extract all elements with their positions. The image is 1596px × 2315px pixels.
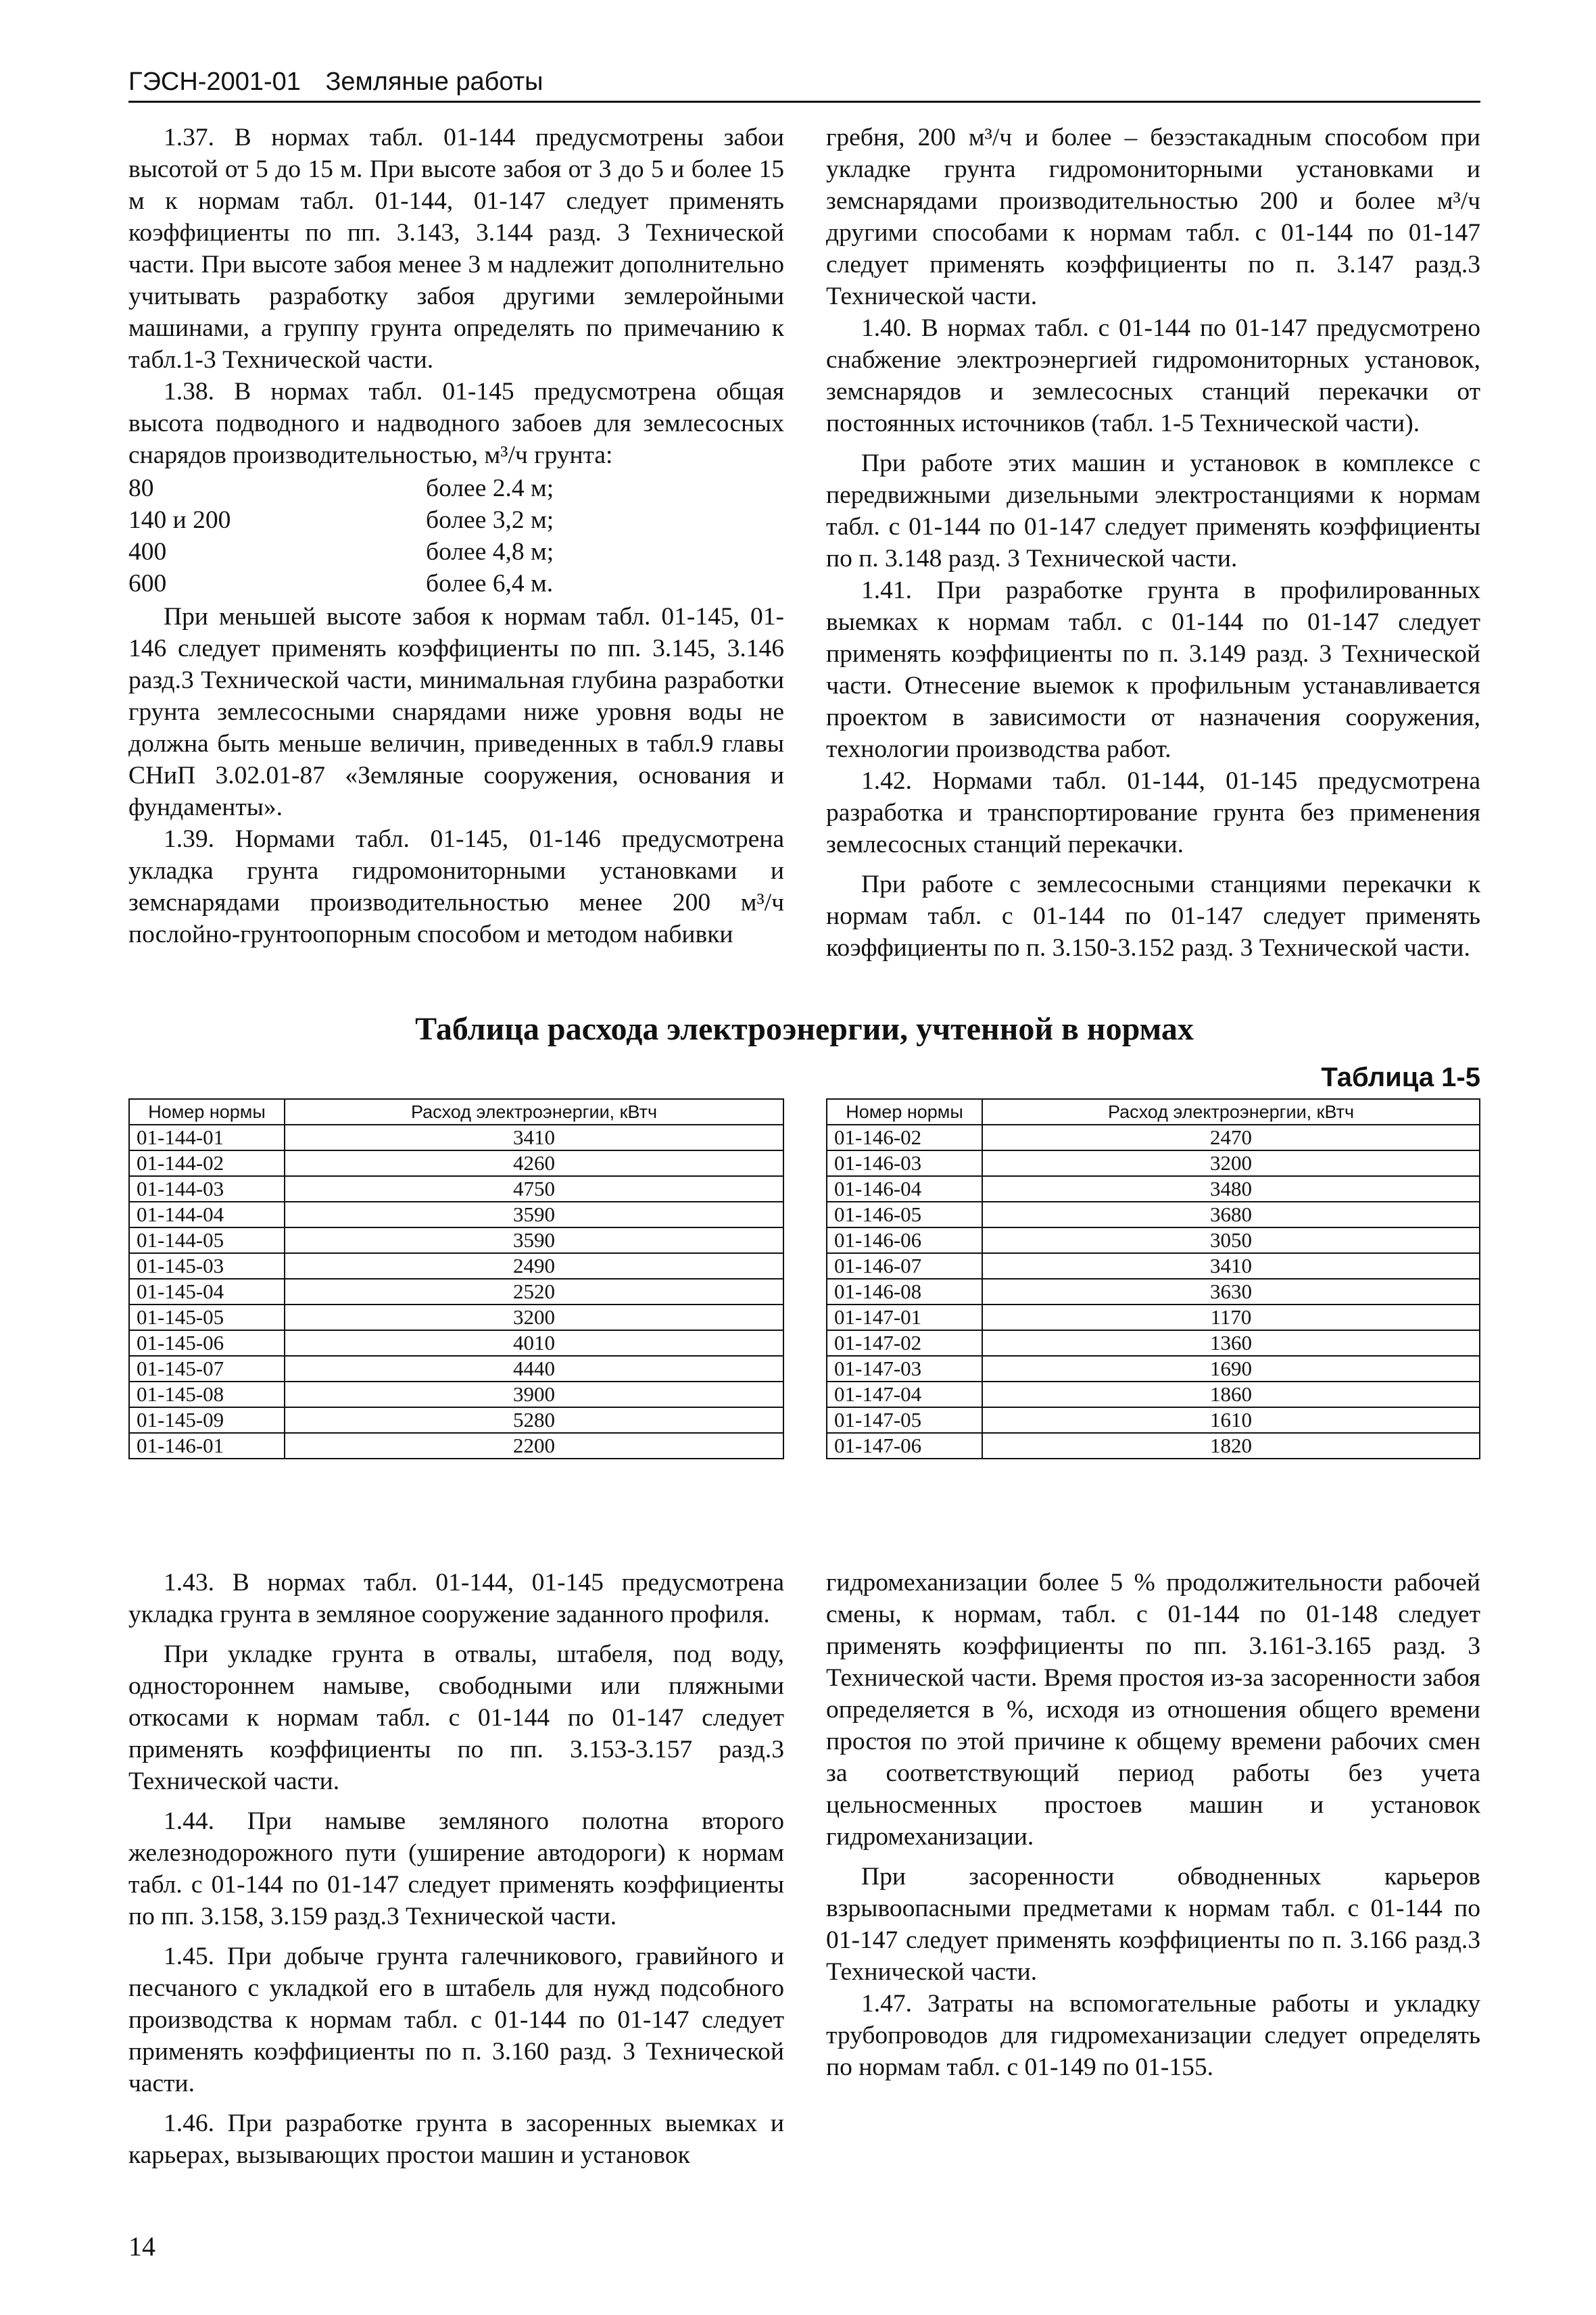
norm-number-cell: 01-145-09 bbox=[129, 1407, 285, 1433]
left-column-bottom bbox=[128, 1567, 784, 2171]
paragraph-1-43-continued: При укладке грунта в отвалы, штабеля, под воду, одностороннем намыве, свободными или пляжными откосами к нормам табл. с 01-144 по 01-147 следует применять коэффициенты по пп. 3.153-3.157 разд.3 Технической части. bbox=[128, 1640, 784, 1795]
table-row bbox=[129, 1382, 783, 1407]
energy-value-cell: 2200 bbox=[285, 1433, 783, 1459]
norm-number-cell: 01-146-04 bbox=[827, 1176, 982, 1202]
column-header-energy: Расход электроэнергии, кВтч bbox=[982, 1099, 1480, 1125]
table-row bbox=[129, 1356, 783, 1382]
paragraph-1-46: 1.46. При разработке грунта в засоренных выемках и карьерах, вызывающих простои машин и установок bbox=[128, 2110, 784, 2169]
norm-number-cell: 01-144-05 bbox=[129, 1227, 285, 1253]
paragraph-1-38-continued: При меньшей высоте забоя к нормам табл. 01-145, 01-146 следует применять коэффициенты по пп. 3.145, 3.146 разд.3 Технической части, минимальная глубина разработки грунта землесосными снарядами ниже уровня воды не должна быть меньше величин, приведенных в табл.9 главы СНиП 3.02.01-87 «Земляные сооружения, основания и фундаменты». bbox=[128, 603, 784, 821]
norm-number-cell: 01-147-02 bbox=[827, 1330, 982, 1356]
table-row bbox=[827, 1279, 1480, 1305]
right-column-top bbox=[826, 122, 1480, 964]
paragraph-1-44: 1.44. При намыве земляного полотна второго железнодорожного пути (уширение автодороги) к нормам табл. с 01-144 по 01-147 следует применять коэффициенты по пп. 3.158, 3.159 разд.3 Технической части. bbox=[128, 1807, 784, 1930]
capacity-value: 140 и 200 bbox=[128, 506, 231, 534]
table-row bbox=[827, 1382, 1480, 1407]
table-row bbox=[129, 1407, 783, 1433]
height-value: более 2.4 м; bbox=[426, 474, 554, 502]
energy-value-cell: 4440 bbox=[285, 1356, 783, 1382]
norm-number-cell: 01-145-04 bbox=[129, 1279, 285, 1305]
height-value: более 3,2 м; bbox=[426, 506, 554, 534]
energy-value-cell: 1820 bbox=[982, 1433, 1480, 1459]
table-row bbox=[827, 1305, 1480, 1330]
energy-value-cell: 3590 bbox=[285, 1202, 783, 1227]
paragraph-1-42-continued: При работе с землесосными станциями перекачки к нормам табл. с 01-144 по 01-147 следует применять коэффициенты по п. 3.150-3.152 разд. 3 Технической части. bbox=[826, 871, 1480, 962]
table-row bbox=[827, 1330, 1480, 1356]
height-row bbox=[128, 504, 784, 536]
capacity-value: 400 bbox=[128, 538, 167, 566]
energy-value-cell: 1610 bbox=[982, 1407, 1480, 1433]
table-title: Таблица расхода электроэнергии, учтенной в нормах bbox=[415, 1011, 1194, 1047]
energy-value-cell: 4750 bbox=[285, 1176, 783, 1202]
energy-value-cell: 3630 bbox=[982, 1279, 1480, 1305]
energy-value-cell: 1860 bbox=[982, 1382, 1480, 1407]
table-row bbox=[827, 1253, 1480, 1279]
energy-value-cell: 2470 bbox=[982, 1125, 1480, 1150]
norm-number-cell: 01-144-04 bbox=[129, 1202, 285, 1227]
norm-number-cell: 01-145-07 bbox=[129, 1356, 285, 1382]
energy-value-cell: 3050 bbox=[982, 1227, 1480, 1253]
paragraph-1-46-continued: гидромеханизации более 5 % продолжительности рабочей смены, к нормам, табл. с 01-144 по 01-148 следует применять коэффициенты по пп. 3.161-3.165 разд. 3 Технической части. Время простоя из-за засоренности забоя определяется в %, исходя из отношения общего времени простоя по этой причине к общему времени рабочих смен за соответствующий период работы без учета цельносменных простоев машин и установок гидромеханизации. bbox=[826, 1569, 1480, 1851]
energy-value-cell: 4010 bbox=[285, 1330, 783, 1356]
norm-number-cell: 01-147-01 bbox=[827, 1305, 982, 1330]
energy-value-cell: 2520 bbox=[285, 1279, 783, 1305]
table-row bbox=[129, 1227, 783, 1253]
table-row bbox=[129, 1202, 783, 1227]
energy-value-cell: 1170 bbox=[982, 1305, 1480, 1330]
table-row bbox=[827, 1176, 1480, 1202]
norm-number-cell: 01-146-02 bbox=[827, 1125, 982, 1150]
norm-number-cell: 01-146-03 bbox=[827, 1150, 982, 1176]
table-row bbox=[129, 1253, 783, 1279]
energy-value-cell: 3200 bbox=[982, 1150, 1480, 1176]
energy-value-cell: 3590 bbox=[285, 1227, 783, 1253]
norm-number-cell: 01-147-06 bbox=[827, 1433, 982, 1459]
right-column-bottom bbox=[826, 1567, 1480, 2083]
paragraph-1-45: 1.45. При добыче грунта галечникового, гравийного и песчаного с укладкой его в штабель для нужд подсобного производства к нормам табл. с 01-144 по 01-147 следует применять коэффициенты по п. 3.160 разд. 3 Технической части. bbox=[128, 1943, 784, 2097]
left-column-top bbox=[128, 122, 784, 950]
paragraph-1-41: 1.41. При разработке грунта в профилированных выемках к нормам табл. с 01-144 по 01-147 следует применять коэффициенты по п. 3.149 разд. 3 Технической части. Отнесение выемок к профильным устанавливается проектом в зависимости от назначения сооружения, технологии производства работ. bbox=[826, 577, 1480, 763]
paragraph-1-46-explosives: При засоренности обводненных карьеров взрывоопасными предметами к нормам табл. с 01-144 по 01-147 следует применять коэффициенты по п. 3.166 разд.3 Технической части. bbox=[826, 1863, 1480, 1986]
table-number: Таблица 1-5 bbox=[1321, 1063, 1480, 1092]
norm-number-cell: 01-147-03 bbox=[827, 1356, 982, 1382]
energy-value-cell: 1360 bbox=[982, 1330, 1480, 1356]
norm-number-cell: 01-146-06 bbox=[827, 1227, 982, 1253]
table-row bbox=[129, 1433, 783, 1459]
section-title: Земляные работы bbox=[325, 68, 543, 96]
norm-number-cell: 01-146-05 bbox=[827, 1202, 982, 1227]
table-row bbox=[827, 1356, 1480, 1382]
paragraph-1-47: 1.47. Затраты на вспомогательные работы и укладку трубопроводов для гидромеханизации следует определять по нормам табл. с 01-149 по 01-155. bbox=[826, 1990, 1480, 2081]
height-row bbox=[128, 536, 784, 568]
norm-number-cell: 01-145-06 bbox=[129, 1330, 285, 1356]
paragraph-1-43: 1.43. В нормах табл. 01-144, 01-145 предусмотрена укладка грунта в земляное сооружение заданного профиля. bbox=[128, 1569, 784, 1628]
page-number: 14 bbox=[128, 2231, 155, 2262]
table-row bbox=[129, 1125, 783, 1150]
norm-number-cell: 01-146-01 bbox=[129, 1433, 285, 1459]
table-row bbox=[129, 1330, 783, 1356]
norm-number-cell: 01-146-08 bbox=[827, 1279, 982, 1305]
energy-value-cell: 1690 bbox=[982, 1356, 1480, 1382]
paragraph-1-38: 1.38. В нормах табл. 01-145 предусмотрена общая высота подводного и надводного забоев для землесосных снарядов производительностью, м³/ч грунта: bbox=[128, 378, 784, 469]
height-value: более 4,8 м; bbox=[426, 538, 554, 566]
table-row bbox=[827, 1150, 1480, 1176]
capacity-value: 600 bbox=[128, 570, 167, 598]
norm-number-cell: 01-147-05 bbox=[827, 1407, 982, 1433]
energy-value-cell: 3680 bbox=[982, 1202, 1480, 1227]
column-header-norm-number: Номер нормы bbox=[827, 1099, 982, 1125]
table-row bbox=[129, 1305, 783, 1330]
energy-table-right bbox=[826, 1098, 1480, 1459]
norm-number-cell: 01-145-03 bbox=[129, 1253, 285, 1279]
table-row bbox=[129, 1176, 783, 1202]
norm-number-cell: 01-144-03 bbox=[129, 1176, 285, 1202]
paragraph-1-39: 1.39. Нормами табл. 01-145, 01-146 предусмотрена укладка грунта гидромониторными установками и земснарядами производительностью менее 200 м³/ч послойно-грунтоопорным способом и методом набивки bbox=[128, 825, 784, 948]
paragraph-1-40-continued: При работе этих машин и установок в комплексе с передвижными дизельными электростанциями к нормам табл. с 01-144 по 01-147 следует применять коэффициенты по п. 3.148 разд. 3 Технической части. bbox=[826, 449, 1480, 572]
energy-value-cell: 4260 bbox=[285, 1150, 783, 1176]
norm-number-cell: 01-147-04 bbox=[827, 1382, 982, 1407]
column-header-norm-number: Номер нормы bbox=[129, 1099, 285, 1125]
norm-number-cell: 01-146-07 bbox=[827, 1253, 982, 1279]
column-header-energy: Расход электроэнергии, кВтч bbox=[285, 1099, 783, 1125]
table-row bbox=[827, 1407, 1480, 1433]
paragraph-1-40: 1.40. В нормах табл. с 01-144 по 01-147 предусмотрено снабжение электроэнергией гидромониторных установок, земснарядов и землесосных станций перекачки от постоянных источников (табл. 1-5 Технической части). bbox=[826, 314, 1480, 437]
capacity-value: 80 bbox=[128, 474, 154, 502]
table-row bbox=[827, 1125, 1480, 1150]
norm-number-cell: 01-144-02 bbox=[129, 1150, 285, 1176]
paragraph-1-37: 1.37. В нормах табл. 01-144 предусмотрены забои высотой от 5 до 15 м. При высоте забоя от 3 до 5 и более 15 м к нормам табл. 01-144, 01-147 следует применять коэффициенты по пп. 3.143, 3.144 разд. 3 Технической части. При высоте забоя менее 3 м надлежит дополнительно учитывать разработку забоя другими землеройными машинами, а группу грунта определять по примечанию к табл.1-3 Технической части. bbox=[128, 124, 784, 374]
table-row bbox=[129, 1279, 783, 1305]
table-row bbox=[827, 1202, 1480, 1227]
paragraph-1-42: 1.42. Нормами табл. 01-144, 01-145 предусмотрена разработка и транспортирование грунта без применения землесосных станций перекачки. bbox=[826, 767, 1480, 858]
table-row bbox=[827, 1433, 1480, 1459]
document-code: ГЭСН-2001-01 bbox=[128, 68, 301, 96]
height-value: более 6,4 м. bbox=[426, 570, 554, 598]
norm-number-cell: 01-145-05 bbox=[129, 1305, 285, 1330]
norm-number-cell: 01-144-01 bbox=[129, 1125, 285, 1150]
energy-value-cell: 2490 bbox=[285, 1253, 783, 1279]
energy-value-cell: 3410 bbox=[285, 1125, 783, 1150]
energy-value-cell: 3410 bbox=[982, 1253, 1480, 1279]
energy-value-cell: 3900 bbox=[285, 1382, 783, 1407]
norm-number-cell: 01-145-08 bbox=[129, 1382, 285, 1407]
table-row bbox=[129, 1150, 783, 1176]
dredge-heights-list bbox=[128, 472, 784, 600]
energy-table-left bbox=[128, 1098, 784, 1459]
height-row bbox=[128, 568, 784, 600]
table-row bbox=[827, 1227, 1480, 1253]
energy-value-cell: 3480 bbox=[982, 1176, 1480, 1202]
energy-value-cell: 5280 bbox=[285, 1407, 783, 1433]
running-header bbox=[128, 68, 1480, 103]
paragraph-1-39-continued: гребня, 200 м³/ч и более – безэстакадным способом при укладке грунта гидромониторными установками и земснарядами производительностью 200 и более м³/ч другими способами к нормам табл. с 01-144 по 01-147 следует применять коэффициенты по п. 3.147 разд.3 Технической части. bbox=[826, 124, 1480, 310]
height-row bbox=[128, 472, 784, 504]
energy-value-cell: 3200 bbox=[285, 1305, 783, 1330]
